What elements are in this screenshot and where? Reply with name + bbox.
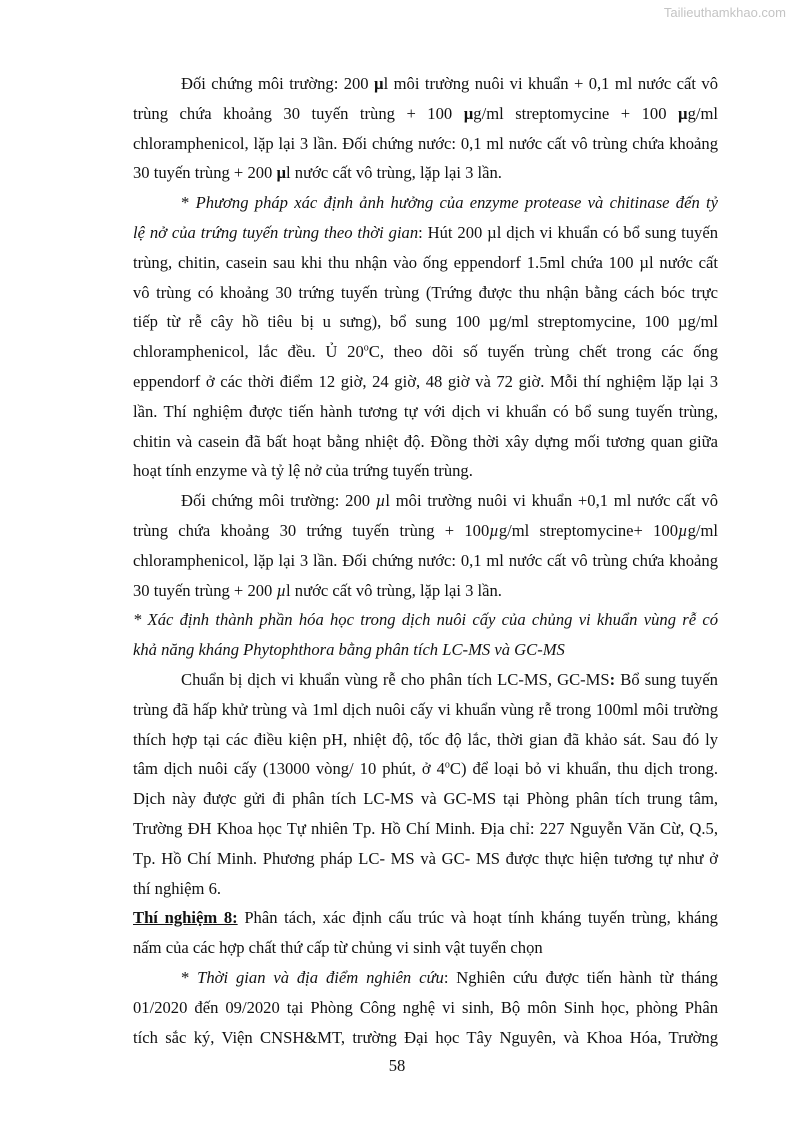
text-line [133,491,718,511]
text-run: tiếp từ rễ cây hồ tiêu bị u sưng), bổ sung 100 µg/ml streptomycine, 100 µg/ml [133,312,718,332]
text-line [133,372,718,392]
text-line [133,193,718,213]
text-line [133,312,718,332]
text-run: * [181,193,196,213]
text-run: thí nghiệm 6. [133,878,222,898]
text-run: Thời gian và địa điểm nghiên cứu [197,968,444,987]
text-run: trùng chứa khoảng 30 tuyến trùng + 100 [133,103,464,123]
text-line [133,610,718,630]
text-line [133,819,718,839]
text-line [133,581,718,601]
text-run: µ [374,74,384,93]
text-run: * [181,968,198,987]
text-line [133,521,718,541]
text-line [133,879,718,899]
text-run: Trường ĐH Khoa học Tự nhiên Tp. Hồ Chí Minh. Địa chỉ: 227 Nguyễn Văn Cừ, Q.5, [133,819,718,838]
text-run: Bổ sung tuyến [615,670,718,689]
text-run: vô trùng có khoảng 30 trứng tuyến trùng (Trứng được thu nhận bằng cách bóc trực [133,282,718,302]
text-run: l môi trường nuôi vi khuẩn + 0,1 ml nước cất vô [383,74,719,93]
text-run: hoạt tính enzyme và tỷ lệ nở của trứng tuyến trùng. [133,461,473,481]
text-run: C, theo dõi số tuyến trùng chết trong các ống [368,342,718,362]
text-line [133,402,718,422]
text-line [133,104,718,124]
text-line [133,1028,718,1048]
text-run: Chuẩn bị dịch vi khuẩn vùng rễ cho phân tích LC-MS, GC-MS [181,670,610,689]
text-run: chloramphenicol, lặp lại 3 lần. Đối chứng nước: 0,1 ml nước cất vô trùng chứa khoảng [133,550,718,570]
text-run: C) để loại bỏ vi khuẩn, thu dịch trong. [449,759,718,779]
text-line [133,223,718,243]
text-run: 01/2020 đến 09/2020 tại Phòng Công nghệ vi sinh, Bộ môn Sinh học, phòng Phân [133,997,718,1017]
text-run: µ [489,521,499,540]
text-run: trùng, chitin, casein sau khi thu nhận vào ống eppendorf 1.5ml chứa 100 µl nước cất [133,252,718,272]
text-line [133,730,718,750]
text-run: eppendorf ở các thời điểm 12 giờ, 24 giờ, 48 giờ và 72 giờ. Mỗi thí nghiệm lặp lại 3 [133,372,718,391]
text-run: g/ml [687,521,718,540]
text-line [133,640,718,660]
text-run: chitin và casein đã bất hoạt bằng nhiệt độ. Đồng thời xây dựng mối tương quan giữa [133,431,718,451]
text-run: tâm dịch nuôi cấy (13000 vòng/ 10 phút, ở 4 [133,759,445,779]
text-run: thích hợp tại các điều kiện pH, nhiệt độ, tốc độ lắc, thời gian đã khảo sát. Sau đó ly [133,729,718,749]
text-run: Phân tách, xác định cấu trúc và hoạt tính kháng tuyến trùng, kháng [237,908,718,928]
text-run: lần. Thí nghiệm được tiến hành tương tự với dịch vi khuẩn có bổ sung tuyến trùng, [133,401,718,421]
text-line [133,968,718,988]
text-run: trùng chứa khoảng 30 trứng tuyến trùng + 100 [133,521,490,540]
text-line [133,908,718,928]
page-number: 58 [388,1056,406,1075]
text-run: µ [276,580,287,600]
text-run: : [609,670,616,689]
text-run: l nước cất vô trùng, lặp lại 3 lần. [286,580,502,600]
text-line [133,163,718,183]
text-run: 30 tuyến trùng + 200 [133,580,277,600]
text-run: : Nghiên cứu được tiến hành từ tháng [443,968,718,987]
text-run: Tp. Hồ Chí Minh. Phương pháp LC- MS và GC- MS được thực hiện tương tự như ở [133,848,718,868]
text-run: chloramphenicol, lắc đều. Ủ 20 [133,342,364,362]
text-run: l nước cất vô trùng, lặp lại 3 lần. [286,163,502,183]
text-run: µ [678,521,688,540]
text-line [133,700,718,720]
text-run: g/ml [687,103,718,123]
text-run: l môi trường nuôi vi khuẩn +0,1 ml nước cất vô [385,491,718,511]
text-run: Đối chứng môi trường: 200 [181,491,376,511]
text-run: µ [678,103,688,123]
text-run: : Hút 200 µl dịch vi khuẩn có bổ sung tuyến [418,223,718,242]
text-line [133,938,718,958]
text-line [133,134,718,154]
text-run: µ [375,491,386,511]
text-run: * Xác định thành phần hóa học trong dịch nuôi cấy của chủng vi khuẩn vùng rễ có [133,610,718,630]
text-run: g/ml streptomycine+ 100 [498,521,678,540]
text-run: o [444,759,450,771]
text-run: khả năng kháng Phytophthora bằng phân tích LC-MS và GC-MS [133,640,565,660]
text-run: µ [463,103,474,123]
text-line [133,551,718,571]
text-run: Đối chứng môi trường: 200 [181,74,375,93]
section-heading: Thí nghiệm 8: [133,908,238,928]
text-run: chloramphenicol, lặp lại 3 lần. Đối chứng nước: 0,1 ml nước cất vô trùng chứa khoảng [133,133,718,153]
text-line [133,461,718,481]
text-line [133,74,718,94]
text-line [133,253,718,273]
text-run: µ [276,163,287,183]
text-run: nấm của các hợp chất thứ cấp từ chủng vi sinh vật tuyển chọn [133,938,543,958]
text-line [133,432,718,452]
watermark: Tailieuthamkhao.com [663,5,786,20]
text-line [133,849,718,869]
text-run: trùng đã hấp khử trùng và 1ml dịch nuôi cấy vi khuẩn vùng rễ trong 100ml môi trường [133,699,718,719]
text-line [133,998,718,1018]
text-run: o [363,342,369,354]
text-line [133,283,718,303]
text-line [133,342,718,362]
text-run: tích sắc ký, Viện CNSH&MT, trường Đại học Tây Nguyên, và Khoa Hóa, Trường [133,1027,718,1047]
text-run: Dịch này được gửi đi phân tích LC-MS và GC-MS tại Phòng phân tích trung tâm, [133,789,718,809]
text-run: Phương pháp xác định ảnh hưởng của enzyme protease và chitinase đến tỷ [195,193,718,213]
text-run: 30 tuyến trùng + 200 [133,163,277,183]
text-line [133,759,718,779]
text-line [133,789,718,809]
text-run: lệ nở của trứng tuyến trùng theo thời gian [133,223,419,242]
text-line [133,670,718,690]
text-run: g/ml streptomycine + 100 [473,103,678,123]
